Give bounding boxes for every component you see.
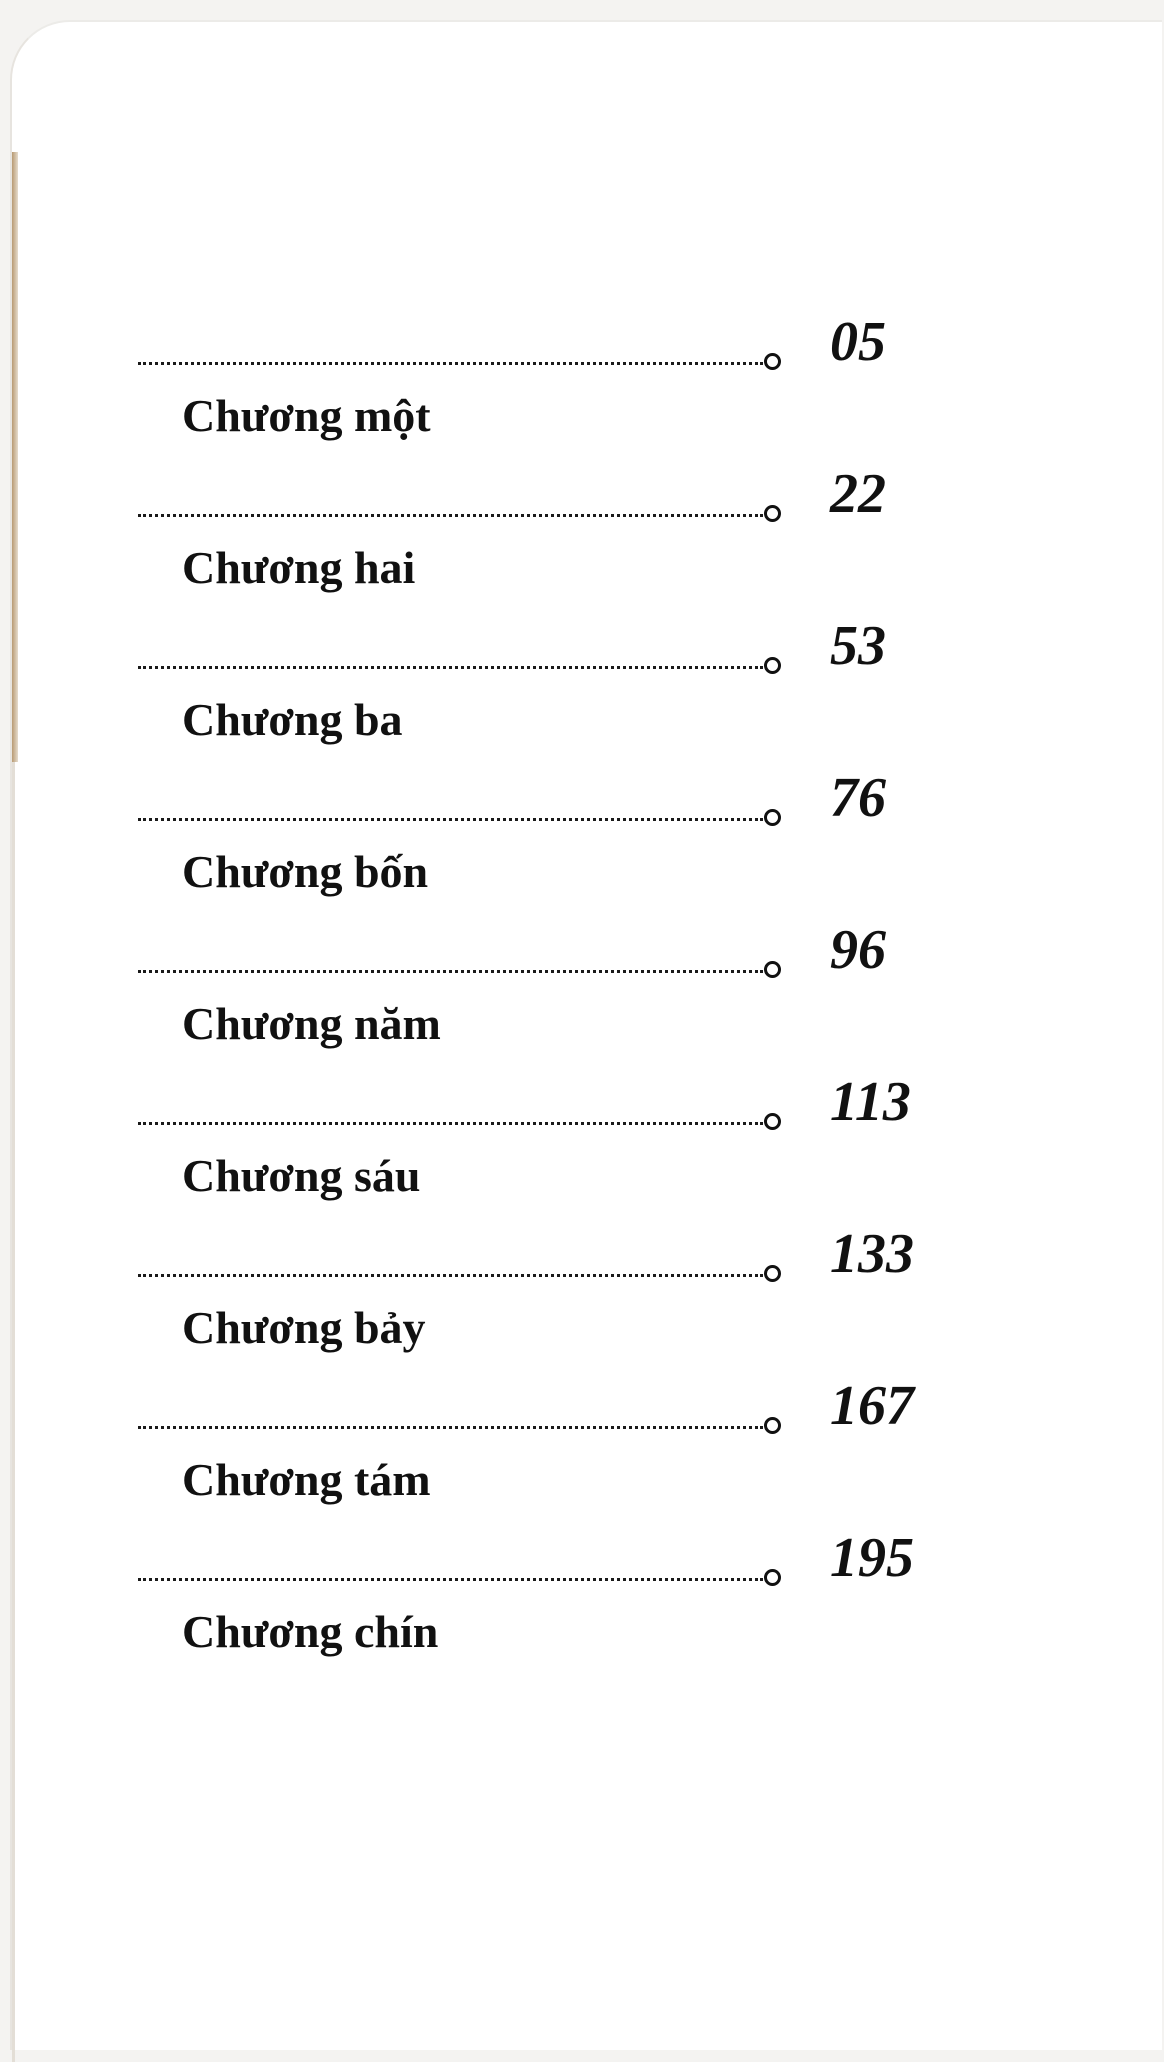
circle-bullet-icon — [764, 505, 781, 522]
chapter-title: Chương năm — [182, 998, 441, 1049]
page-number: 53 — [830, 615, 886, 677]
circle-bullet-icon — [764, 657, 781, 674]
page-number: 167 — [830, 1375, 914, 1437]
chapter-title: Chương một — [182, 390, 431, 441]
circle-bullet-icon — [764, 353, 781, 370]
toc-entry — [0, 615, 1164, 776]
dotted-leader — [138, 970, 763, 973]
page-number: 96 — [830, 919, 886, 981]
circle-bullet-icon — [764, 1417, 781, 1434]
toc-entry — [0, 311, 1164, 472]
page-number: 195 — [830, 1527, 914, 1589]
circle-bullet-icon — [764, 961, 781, 978]
page-number: 133 — [830, 1223, 914, 1285]
page-number: 76 — [830, 767, 886, 829]
toc-entry — [0, 1071, 1164, 1232]
dotted-leader — [138, 818, 763, 821]
toc-entry — [0, 1375, 1164, 1536]
toc-entry — [0, 1223, 1164, 1384]
dotted-leader — [138, 1274, 763, 1277]
page-number: 22 — [830, 463, 886, 525]
dotted-leader — [138, 1426, 763, 1429]
circle-bullet-icon — [764, 1113, 781, 1130]
dotted-leader — [138, 1122, 763, 1125]
circle-bullet-icon — [764, 1569, 781, 1586]
chapter-title: Chương hai — [182, 542, 416, 593]
chapter-title: Chương tám — [182, 1454, 431, 1505]
chapter-title: Chương bốn — [182, 846, 429, 897]
chapter-title: Chương chín — [182, 1606, 439, 1657]
toc-entry — [0, 767, 1164, 928]
circle-bullet-icon — [764, 809, 781, 826]
chapter-title: Chương bảy — [182, 1302, 426, 1353]
toc-entry — [0, 919, 1164, 1080]
dotted-leader — [138, 666, 763, 669]
chapter-title: Chương sáu — [182, 1150, 421, 1201]
chapter-title: Chương ba — [182, 694, 403, 745]
dotted-leader — [138, 1578, 763, 1581]
circle-bullet-icon — [764, 1265, 781, 1282]
toc-entry — [0, 463, 1164, 624]
dotted-leader — [138, 514, 763, 517]
dotted-leader — [138, 362, 763, 365]
toc-entry — [0, 1527, 1164, 1688]
page-number: 05 — [830, 311, 886, 373]
page-number: 113 — [830, 1071, 911, 1133]
